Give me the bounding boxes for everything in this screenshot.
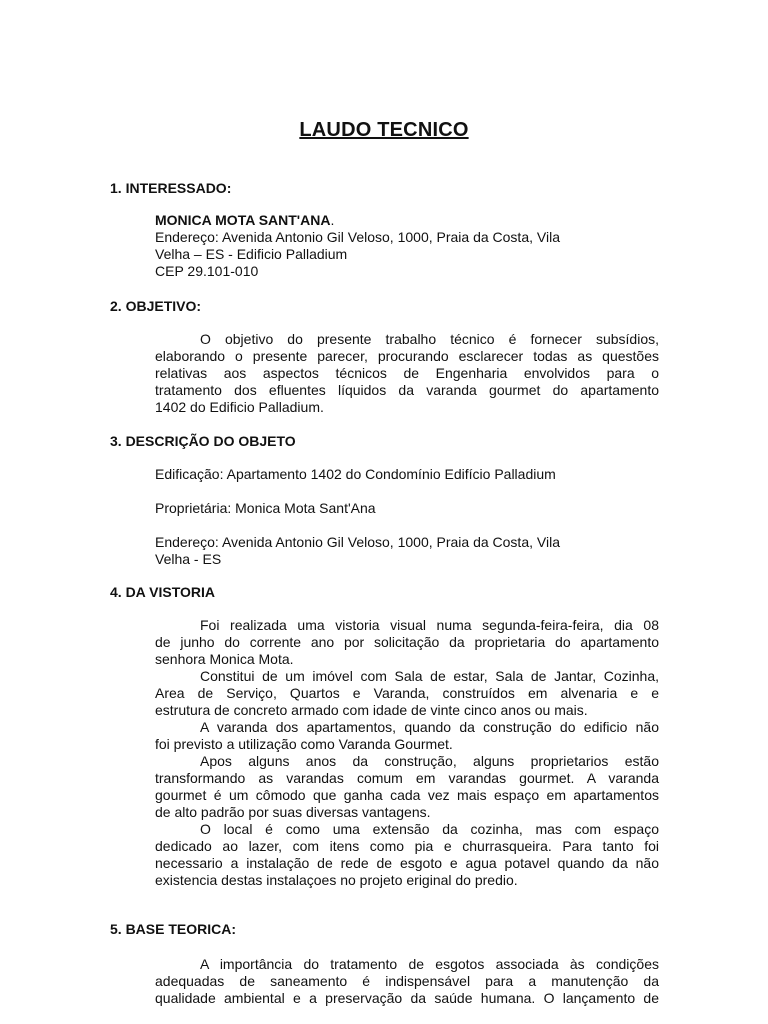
vistoria-line: necessario a instalação de rede de esgoto e agua potavel quando da não xyxy=(155,855,659,871)
base-teorica-line: A importância do tratamento de esgotos associada às condições xyxy=(200,956,659,972)
vistoria-line: gourmet é um cômodo que ganha cada vez mais espaço em apartamentos xyxy=(155,787,659,803)
interessado-address-line: Endereço: Avenida Antonio Gil Veloso, 1000, Praia da Costa, Vila xyxy=(155,229,560,245)
vistoria-line: A varanda dos apartamentos, quando da construção do edificio não xyxy=(200,719,659,735)
base-teorica-line: adequadas de saneamento é indispensável para a manutenção da xyxy=(155,973,659,989)
interessado-cep: CEP 29.101-010 xyxy=(155,263,259,279)
vistoria-line: estrutura de concreto armado com idade de vinte cinco anos ou mais. xyxy=(155,702,588,718)
section-heading-descricao: 3. DESCRIÇÃO DO OBJETO xyxy=(110,433,296,449)
section-heading-interessado: 1. INTERESSADO: xyxy=(110,180,232,196)
vistoria-line: senhora Monica Mota. xyxy=(155,651,294,667)
vistoria-line: de alto padrão por suas diversas vantagens. xyxy=(155,804,431,820)
vistoria-line: transformando as varandas comum em varandas gourmet. A varanda xyxy=(155,770,659,786)
base-teorica-line: qualidade ambiental e a preservação da saúde humana. O lançamento de xyxy=(155,990,659,1006)
vistoria-line: dedicado ao lazer, com itens como pia e churrasqueira. Para tanto foi xyxy=(155,838,659,854)
vistoria-line: Area de Serviço, Quartos e Varanda, construídos em alvenaria e e xyxy=(155,685,659,701)
objetivo-line: elaborando o presente parecer, procurando esclarecer todas as questões xyxy=(155,348,659,364)
vistoria-line: O local é como uma extensão da cozinha, mas com espaço xyxy=(200,821,659,837)
interessado-name-suffix: . xyxy=(330,212,335,228)
document-title: LAUDO TECNICO xyxy=(299,119,469,141)
vistoria-line: Foi realizada uma vistoria visual numa segunda-feira-feira, dia 08 xyxy=(200,617,659,633)
vistoria-line: de junho do corrente ano por solicitação da proprietaria do apartamento xyxy=(155,634,659,650)
interessado-name: MONICA MOTA SANT'ANA xyxy=(155,212,331,228)
objetivo-line: 1402 do Edificio Palladium. xyxy=(155,399,324,415)
descricao-proprietaria: Proprietária: Monica Mota Sant'Ana xyxy=(155,500,376,516)
objetivo-line: tratamento dos efluentes líquidos da varanda gourmet do apartamento xyxy=(155,382,659,398)
vistoria-line: existencia destas instalaçoes no projeto eriginal do predio. xyxy=(155,872,518,888)
vistoria-line: Constitui de um imóvel com Sala de estar, Sala de Jantar, Cozinha, xyxy=(200,668,659,684)
base-teorica-paragraph xyxy=(155,956,659,1007)
vistoria-paragraphs xyxy=(155,617,659,889)
section-heading-base-teorica: 5. BASE TEORICA: xyxy=(110,921,237,937)
objetivo-line: relativas aos aspectos técnicos de Engenharia envolvidos para o xyxy=(155,365,659,381)
descricao-block xyxy=(155,466,659,568)
objetivo-paragraph xyxy=(155,331,659,416)
objetivo-line: O objetivo do presente trabalho técnico é fornecer subsídios, xyxy=(200,331,659,347)
section-heading-objetivo: 2. OBJETIVO: xyxy=(110,298,202,314)
interessado-block xyxy=(155,212,659,280)
descricao-endereco-line: Velha - ES xyxy=(155,551,222,567)
descricao-edificacao: Edificação: Apartamento 1402 do Condomínio Edifício Palladium xyxy=(155,466,556,482)
section-heading-vistoria: 4. DA VISTORIA xyxy=(110,584,216,600)
interessado-address-line: Velha – ES - Edificio Palladium xyxy=(155,246,348,262)
descricao-endereco-line: Endereço: Avenida Antonio Gil Veloso, 1000, Praia da Costa, Vila xyxy=(155,534,560,550)
vistoria-line: foi previsto a utilização como Varanda Gourmet. xyxy=(155,736,453,752)
vistoria-line: Apos alguns anos da construção, alguns proprietarios estão xyxy=(200,753,659,769)
